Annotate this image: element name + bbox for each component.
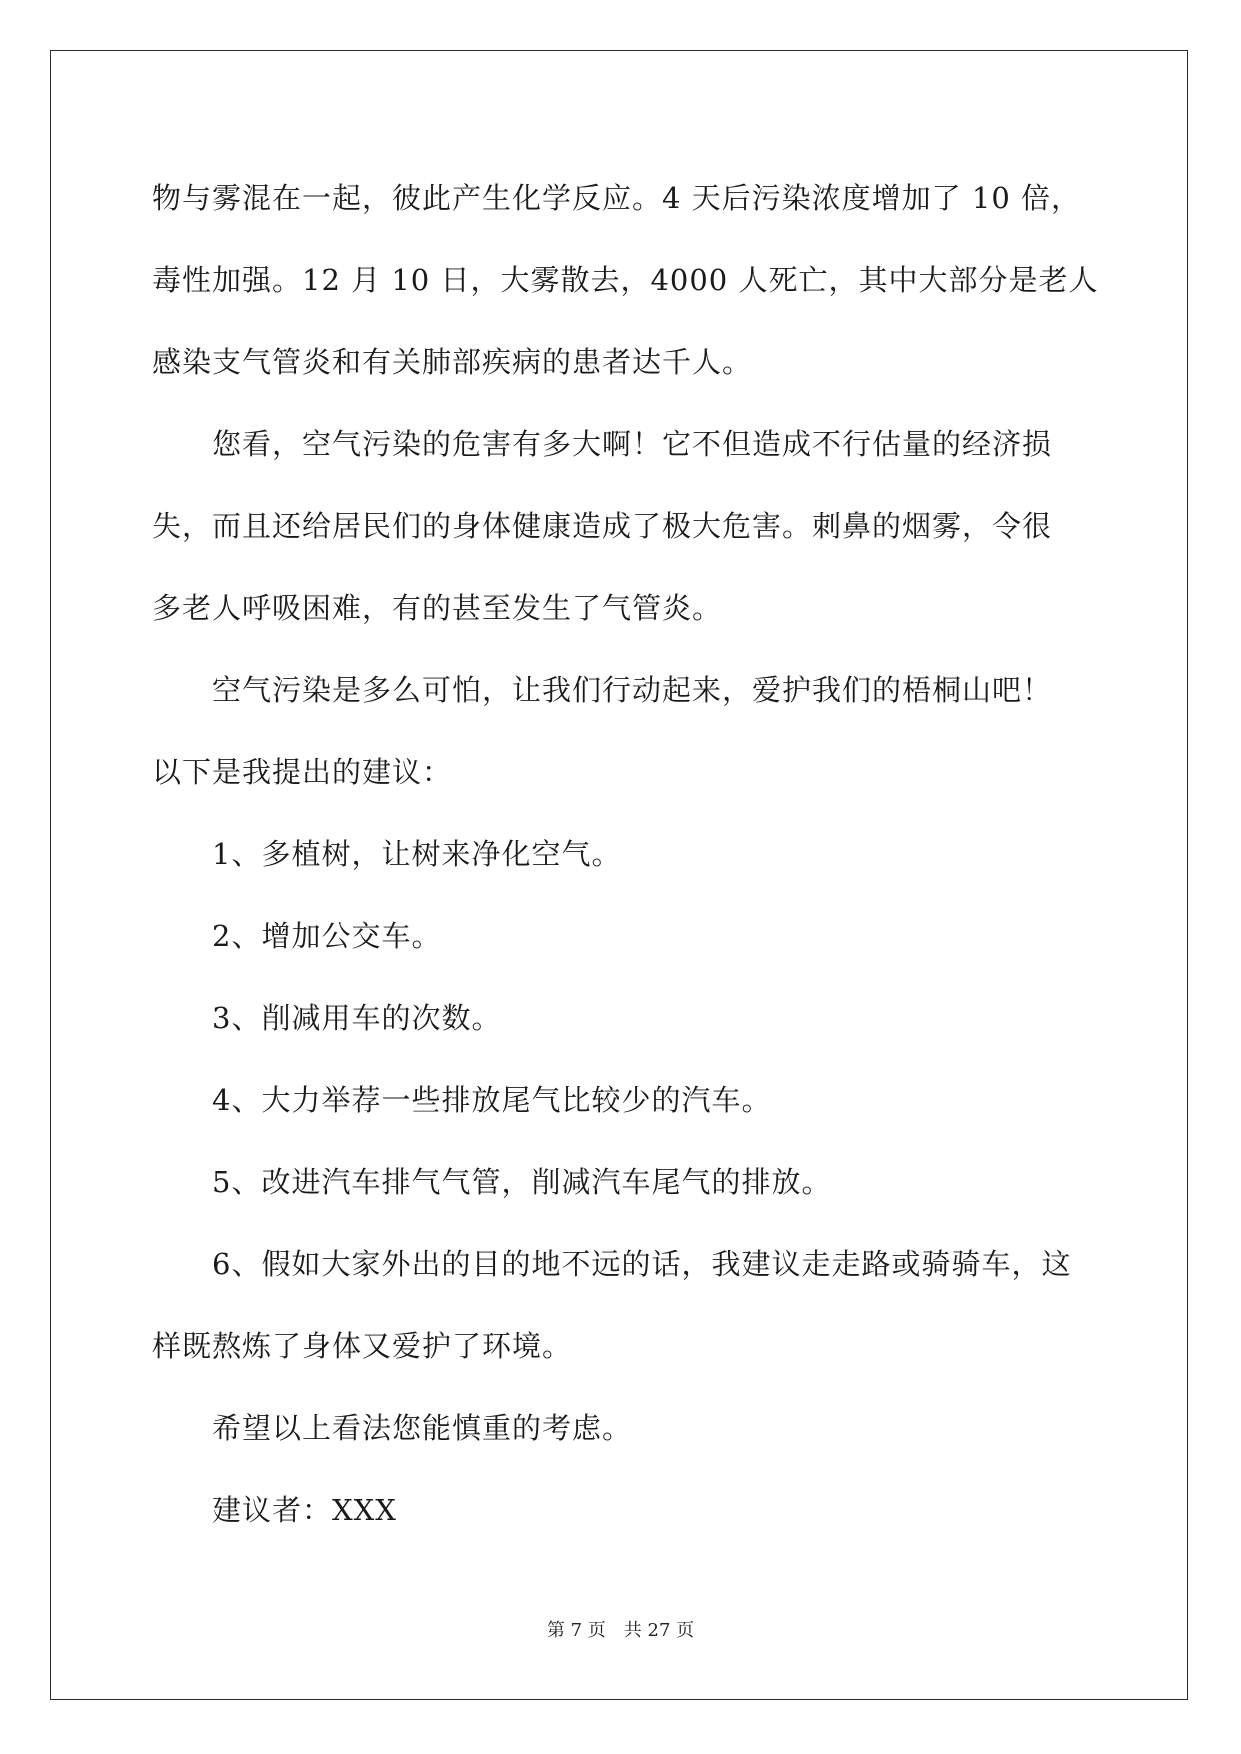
suggestion-item: 4、大力举荐一些排放尾气比较少的汽车。 [212,1083,772,1117]
text-line: 样既熬炼了身体又爱护了环境。 [152,1329,573,1363]
text-line: 毒性加强。12 月 10 日，大雾散去，4000 人死亡，其中大部分是老人 [152,263,1099,297]
text-line: 物与雾混在一起，彼此产生化学反应。4 天后污染浓度增加了 10 倍， [152,181,1082,215]
suggestion-item: 2、增加公交车。 [212,919,442,953]
text-line: 多老人呼吸困难，有的甚至发生了气管炎。 [152,591,723,625]
suggestion-item: 6、假如大家外出的目的地不远的话，我建议走走路或骑骑车，这 [212,1247,1072,1281]
signature-line: 建议者：XXX [212,1493,397,1527]
suggestion-item: 1、多植树，让树来净化空气。 [212,837,622,871]
closing-line: 希望以上看法您能慎重的考虑。 [212,1411,633,1445]
page-total: 共 27 页 [623,1620,695,1641]
suggestion-item: 5、改进汽车排气气管，削减汽车尾气的排放。 [212,1165,832,1199]
document-body [152,157,1099,1551]
text-line: 感染支气管炎和有关肺部疾病的患者达千人。 [152,345,753,379]
text-line: 以下是我提出的建议： [152,755,453,789]
paragraph-start-line: 空气污染是多么可怕，让我们行动起来，爱护我们的梧桐山吧！ [212,673,1053,707]
page-footer [0,1616,1241,1642]
page-number: 第 7 页 [546,1620,606,1641]
text-line: 失，而且还给居民们的身体健康造成了极大危害。刺鼻的烟雾，令很 [152,509,1053,543]
suggestion-item: 3、削减用车的次数。 [212,1001,502,1035]
paragraph-start-line: 您看，空气污染的危害有多大啊！它不但造成不行估量的经济损 [212,427,1053,461]
